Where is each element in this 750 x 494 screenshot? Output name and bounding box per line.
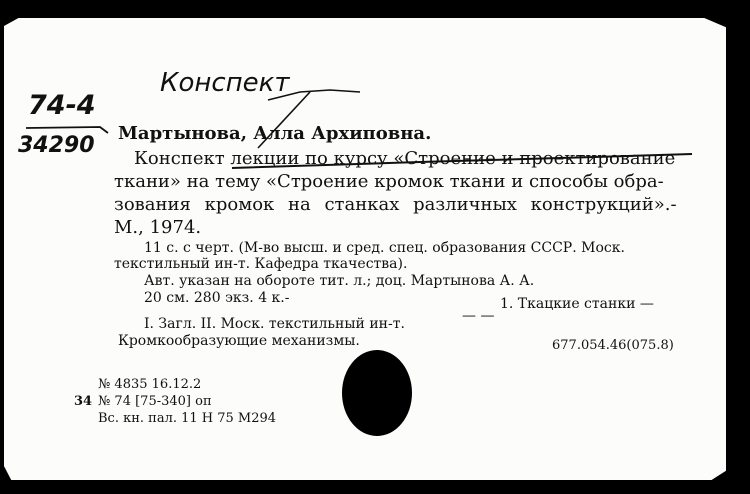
subjects-dash: — — xyxy=(462,308,495,324)
subjects-line-2: Кромкообразующие механизмы. xyxy=(118,333,360,349)
handwritten-number-bottom: 34290 xyxy=(18,133,95,158)
note-line-3: Авт. указан на обороте тит. л.; доц. Мартынова А. А. xyxy=(144,273,535,289)
title-line-4: М., 1974. xyxy=(114,217,202,238)
note-line-2: текстильный ин-т. Кафедра ткачества). xyxy=(114,256,408,272)
udc: 677.054.46(075.8) xyxy=(552,338,674,353)
handwritten-number-top: 74-4 xyxy=(28,90,96,121)
note-line-4: 20 см. 280 экз. 4 к.- xyxy=(144,290,290,306)
title-line-2: ткани» на тему «Строение кромок ткани и способы обра- xyxy=(114,171,664,192)
subjects-left: I. Загл. II. Моск. текстильный ин-т. xyxy=(144,316,405,332)
footer-line-2-prefix: 34 xyxy=(74,394,93,409)
punch-hole xyxy=(342,350,412,436)
title-line-3: зования кромок на станках различных конструкций».- xyxy=(114,194,677,215)
footer-line-3: Вс. кн. пал. 11 Н 75 М294 xyxy=(98,411,277,426)
author: Мартынова, Алла Архиповна. xyxy=(118,123,432,144)
footer-line-2: № 74 [75-340] оп xyxy=(98,394,212,409)
footer-line-1: № 4835 16.12.2 xyxy=(98,377,202,392)
handwritten-title: Конспект xyxy=(160,68,290,98)
title-line-1: Конспект лекции по курсу «Строение и проектирование xyxy=(134,148,676,169)
note-line-1: 11 с. с черт. (М-во высш. и сред. спец. образования СССР. Моск. xyxy=(144,240,625,256)
subjects-right: 1. Ткацкие станки — xyxy=(500,296,654,312)
